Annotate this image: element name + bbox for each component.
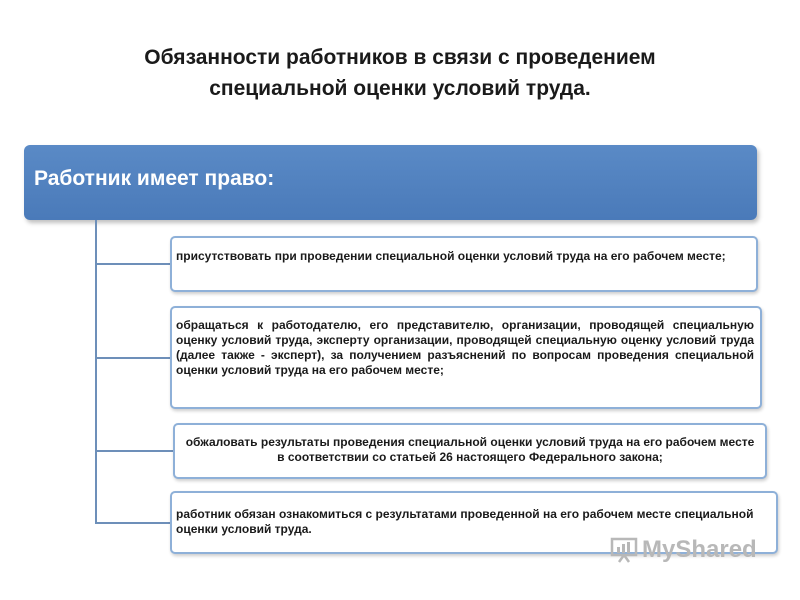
tree-connector-1 (95, 263, 170, 265)
presentation-chart-icon (610, 536, 638, 564)
rights-header-box (24, 145, 757, 220)
page-title (60, 42, 740, 104)
tree-connector-2 (95, 357, 170, 359)
right-item-text: работник обязан ознакомиться с результатами проведенной на его рабочем месте специальной оценки условий труда. (176, 507, 754, 536)
title-line-2: специальной оценки условий труда. (209, 77, 591, 100)
title-line-1: Обязанности работников в связи с проведением (144, 46, 656, 69)
tree-connector-3 (95, 450, 173, 452)
tree-connector-vertical (95, 220, 97, 524)
watermark-text: MyShared (642, 536, 757, 563)
right-item-appeal (173, 423, 767, 479)
myshared-watermark (610, 536, 757, 564)
right-item-text: обжаловать результаты проведения специальной оценки условий труда на его рабочем месте в соответствии со статьей 26 настоящего Федерального закона; (185, 435, 755, 464)
right-item-text: присутствовать при проведении специальной оценки условий труда на его рабочем месте; (176, 249, 726, 263)
right-item-request-explanation (170, 306, 762, 409)
rights-header-label: Работник имеет право: (34, 167, 275, 190)
right-item-text: обращаться к работодателю, его представителю, организации, проводящей специальную оценку условий труда, эксперту организации, проводящей специальную оценку условий труда (далее также - эксперт), за получением разъяснений по вопросам проведения специальной оценки условий труда на его рабочем месте; (176, 318, 754, 377)
tree-connector-4 (95, 522, 170, 524)
right-item-attend (170, 236, 758, 292)
